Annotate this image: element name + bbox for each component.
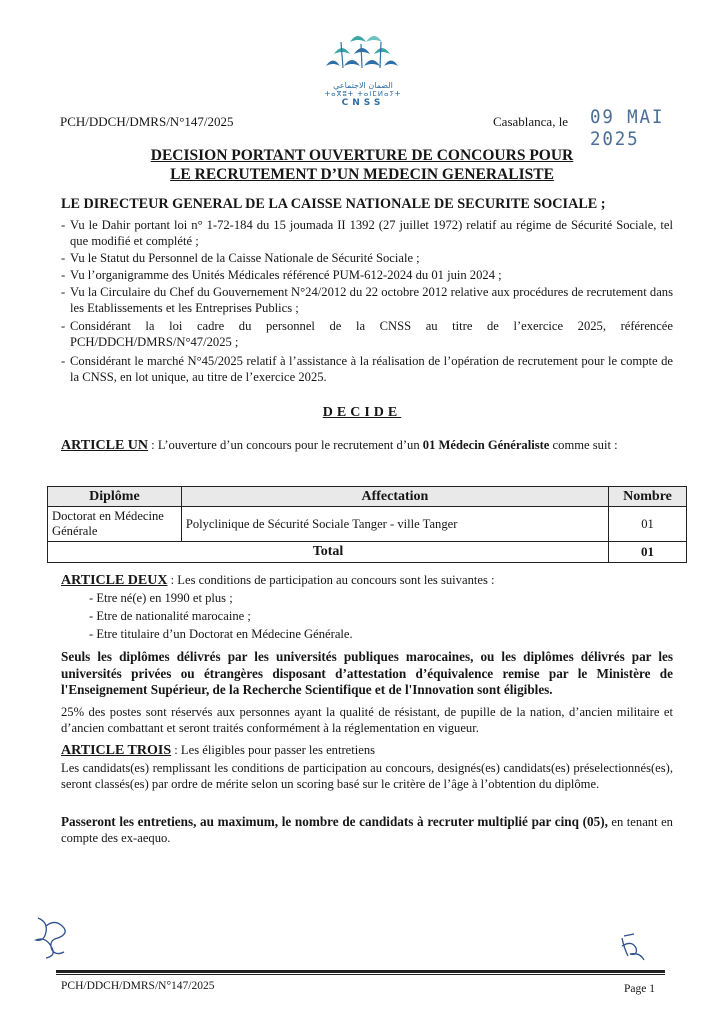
- consideration-item: - Vu le Statut du Personnel de la Caisse Nationale de Sécurité Sociale ;: [61, 251, 420, 265]
- city-date-label: Casablanca, le: [493, 114, 569, 129]
- document-title-line-2: LE RECRUTEMENT D’UN MEDECIN GENERALISTE: [170, 166, 554, 183]
- cnss-emblem-icon: [320, 30, 406, 80]
- consideration-item: - Considérant la loi cadre du personnel de la CNSS au titre de l’exercice 2025, référencée PCH/DDCH/DMRS/N°47/2025 ;: [61, 319, 673, 350]
- affectation-table: [47, 486, 687, 563]
- footer-divider-thin: [56, 974, 665, 975]
- condition-item: - Etre né(e) en 1990 et plus ;: [89, 591, 233, 605]
- total-label: Total: [48, 542, 609, 563]
- cell-diplome: Doctorat en Médecine Générale: [48, 507, 182, 542]
- reserved-posts-paragraph: 25% des postes sont réservés aux personnes ayant la qualité de résistant, de pupille de la nation, d’ancien militaire et d’ancien combattant et seront traités conformément à la réglementation en vigueur.: [61, 705, 673, 736]
- table-header-affectation: Affectation: [181, 487, 608, 507]
- consideration-item: - Vu l’organigramme des Unités Médicales référencé PUM-612-2024 du 01 juin 2024 ;: [61, 268, 502, 282]
- table-header-nombre: Nombre: [609, 487, 687, 507]
- table-row: [48, 507, 687, 542]
- page-number: Page 1: [624, 983, 655, 995]
- logo-acronym: CNSS: [341, 98, 385, 108]
- footer-reference: PCH/DDCH/DMRS/N°147/2025: [61, 980, 215, 992]
- footer-divider: [56, 970, 665, 973]
- decide-heading: DECIDE: [322, 405, 402, 420]
- candidates-paragraph: Les candidats(es) remplissant les conditions de participation au concours, designés(es) candidats(es) préselectionnés(es), seront classés(es) par ordre de mérite selon un scoring basé sur le critère de l’âge à l’obtention du diplôme.: [61, 761, 673, 792]
- initials-signature-left: [30, 912, 70, 960]
- cell-affectation: Polyclinique de Sécurité Sociale Tanger - ville Tanger: [181, 507, 608, 542]
- total-value: 01: [609, 542, 687, 563]
- interviews-paragraph: Passeront les entretiens, au maximum, le nombre de candidats à recruter multiplié par cinq (05), en tenant en compte des ex-aequo.: [61, 814, 673, 846]
- article-two: ARTICLE DEUX : Les conditions de participation au concours sont les suivantes :: [61, 573, 495, 588]
- director-heading: LE DIRECTEUR GENERAL DE LA CAISSE NATIONALE DE SECURITE SOCIALE ;: [61, 196, 606, 212]
- consideration-item: - Considérant le marché N°45/2025 relatif à l’assistance à la réalisation de l’opération de recrutement pour le compte de la CNSS, en lot unique, au titre de l’exercice 2025.: [61, 354, 673, 385]
- condition-item: - Etre titulaire d’un Doctorat en Médecine Générale.: [89, 627, 353, 641]
- table-header-diplome: Diplôme: [48, 487, 182, 507]
- table-total-row: [48, 542, 687, 563]
- consideration-item: - Vu le Dahir portant loi n° 1-72-184 du 15 joumada II 1392 (27 juillet 1972) relatif au régime de Sécurité Sociale, tel que modifié et complété ;: [61, 218, 673, 249]
- consideration-item: - Vu la Circulaire du Chef du Gouvernement N°24/2012 du 22 octobre 2012 relative aux procédures de recrutement dans les Etablissements et les Entreprises Publics ;: [61, 285, 673, 316]
- article-three: ARTICLE TROIS : Les éligibles pour passer les entretiens: [61, 743, 376, 758]
- article-one: ARTICLE UN : L’ouverture d’un concours pour le recrutement d’un 01 Médecin Généraliste comme suit :: [61, 438, 618, 453]
- article-two-heading: ARTICLE DEUX: [61, 573, 168, 588]
- eligible-diplomas-paragraph: Seuls les diplômes délivrés par les universités publiques marocaines, ou les diplômes délivrés par les universités privées ou étrangères disposant d’attestation d’équivalence remise par le Ministère de l'Enseignement Supérieur, de la Recherche Scientifique et de l'Innovation sont éligibles.: [61, 649, 673, 698]
- initials-signature-right: [618, 932, 652, 962]
- cell-nombre: 01: [609, 507, 687, 542]
- article-three-heading: ARTICLE TROIS: [61, 743, 172, 758]
- article-one-heading: ARTICLE UN: [61, 438, 149, 453]
- cnss-logo: [318, 30, 408, 118]
- document-title-line-1: DECISION PORTANT OUVERTURE DE CONCOURS POUR: [150, 147, 574, 164]
- logo-arabic-text: الضمان الاجتماعي: [333, 81, 393, 90]
- reference-number: PCH/DDCH/DMRS/N°147/2025: [60, 114, 234, 129]
- condition-item: - Etre de nationalité marocaine ;: [89, 609, 251, 623]
- logo-tifinagh-text: ⵜⴰⴳⵓⵜ ⵜⴰⵏⵎⵍⴰⵢⵜ: [324, 90, 402, 98]
- date-stamp: 09 MAI 2025: [590, 106, 665, 150]
